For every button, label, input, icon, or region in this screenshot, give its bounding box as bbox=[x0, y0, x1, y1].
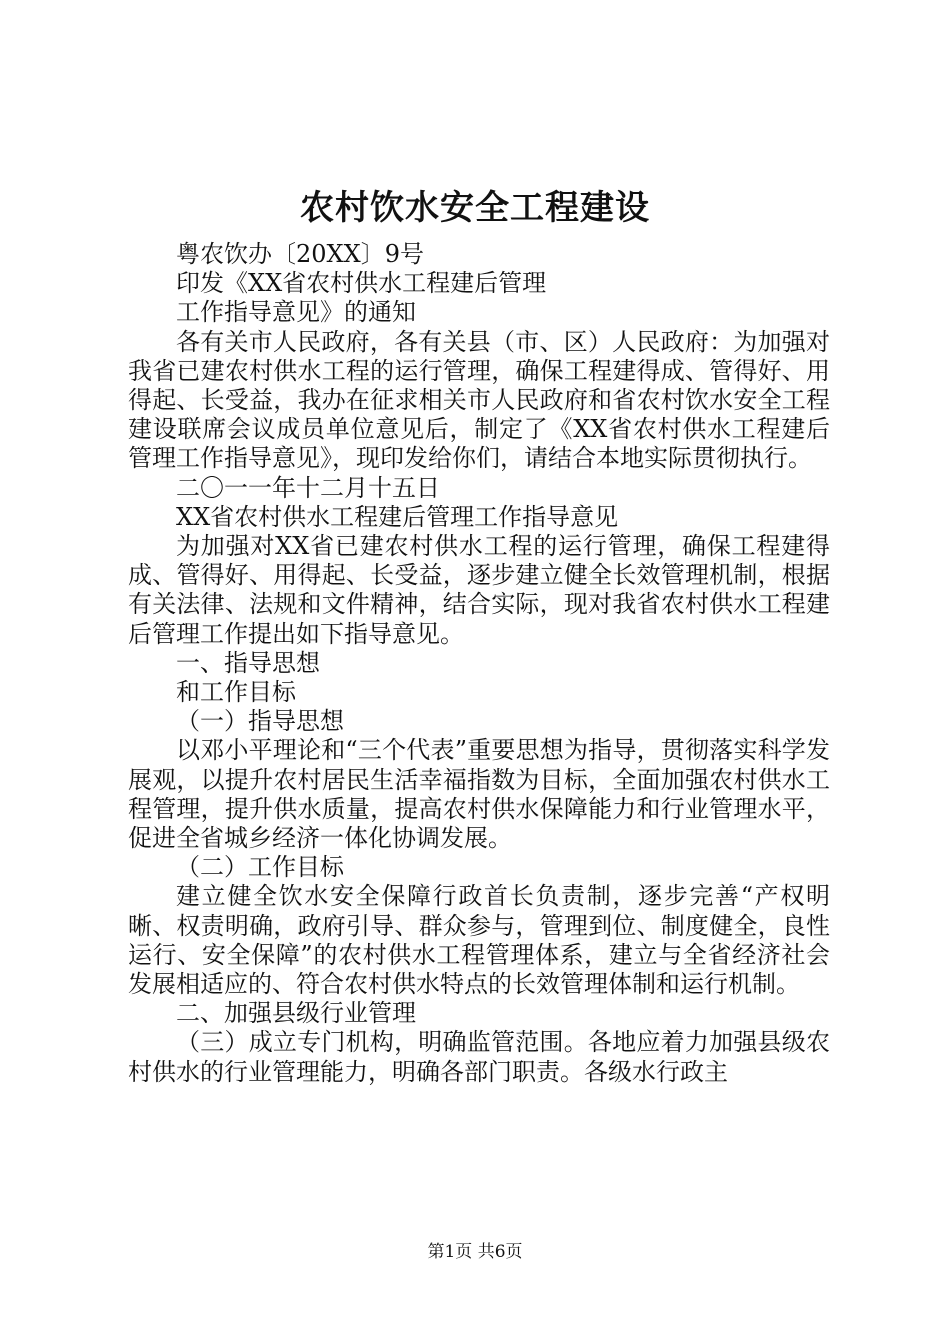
notice-title-line-1: 印发《XX省农村供水工程建后管理 bbox=[176, 269, 547, 298]
section-heading-2: 二、加强县级行业管理 bbox=[176, 999, 416, 1028]
work-goal-paragraph: 建立健全饮水安全保障行政首长负责制，逐步完善“产权明晰、权责明确，政府引导、群众参与，管理到位、制度健全，良性运行、安全保障”的农村供水工程管理体系，建立与全省经济社会发展相适应的、符合农村供水特点的长效管理体制和运行机制。 bbox=[128, 882, 830, 999]
notice-title-line-2: 工作指导意见》的通知 bbox=[176, 298, 416, 327]
document-number: 粤农饮办〔20XX〕9号 bbox=[176, 240, 424, 268]
issue-date: 二〇一一年十二月十五日 bbox=[176, 473, 440, 502]
section-heading-1: 一、指导思想 bbox=[176, 648, 320, 677]
document-body bbox=[128, 240, 830, 1087]
item-3-paragraph: （三）成立专门机构，明确监管范围。各地应着力加强县级农村供水的行业管理能力，明确各部门职责。各级水行政主 bbox=[128, 1028, 830, 1086]
subsection-heading-2: （二）工作目标 bbox=[176, 853, 344, 882]
subsection-heading-1: （一）指导思想 bbox=[176, 707, 344, 736]
page-footer: 第1页 共6页 bbox=[427, 1242, 523, 1262]
intro-paragraph: 为加强对XX省已建农村供水工程的运行管理，确保工程建得成、管得好、用得起、长受益，逐步建立健全长效管理机制，根据有关法律、法规和文件精神，结合实际，现对我省农村供水工程建后管理工作提出如下指导意见。 bbox=[128, 532, 830, 648]
document-title: 农村饮水安全工程建设 bbox=[300, 188, 650, 228]
guiding-thought-paragraph: 以邓小平理论和“三个代表”重要思想为指导，贯彻落实科学发展观，以提升农村居民生活幸福指数为目标，全面加强农村供水工程管理，提升供水质量，提高农村供水保障能力和行业管理水平，促进全省城乡经济一体化协调发展。 bbox=[128, 736, 830, 853]
section-heading-1-cont: 和工作目标 bbox=[176, 678, 296, 707]
guideline-title: XX省农村供水工程建后管理工作指导意见 bbox=[176, 502, 619, 531]
notice-paragraph: 各有关市人民政府，各有关县（市、区）人民政府：为加强对我省已建农村供水工程的运行管理，确保工程建得成、管得好、用得起、长受益，我办在征求相关市人民政府和省农村饮水安全工程建设联席会议成员单位意见后，制定了《XX省农村供水工程建后管理工作指导意见》，现印发给你们，请结合本地实际贯彻执行。 bbox=[128, 327, 830, 473]
